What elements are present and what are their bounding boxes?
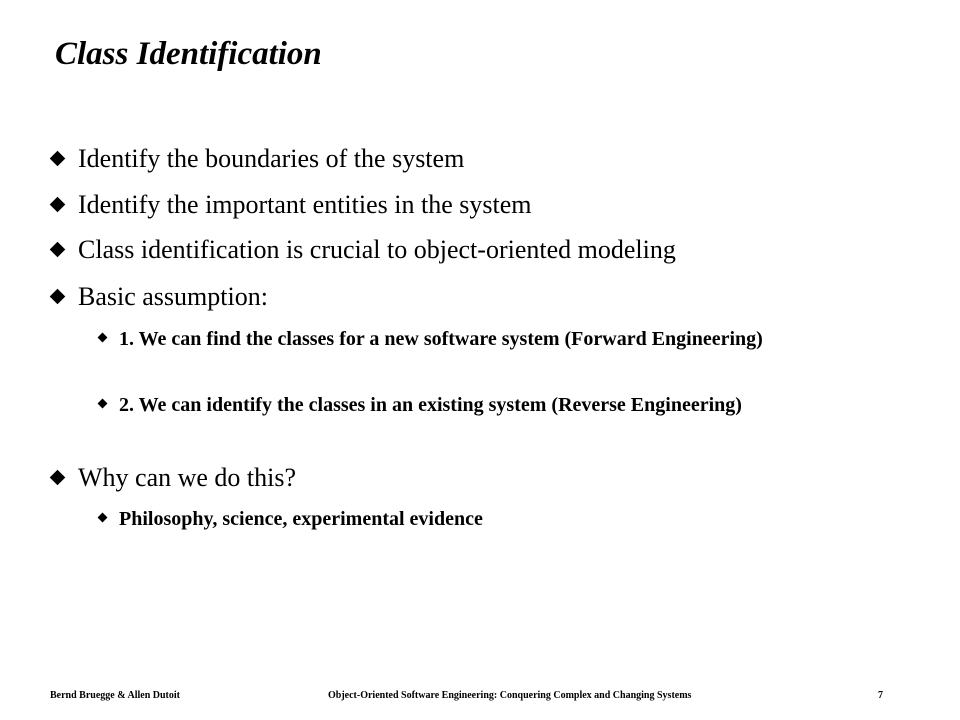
page-number: 7: [878, 690, 883, 701]
diamond-bullet-icon: [50, 289, 66, 305]
footer-book-title: Object-Oriented Software Engineering: Conquering Complex and Changing Systems: [328, 690, 692, 701]
slide-title: Class Identification: [55, 36, 322, 72]
bullet-text: Identify the important entities in the system: [78, 190, 532, 219]
sub-bullet-text: 2. We can identify the classes in an existing system (Reverse Engineering): [119, 394, 742, 416]
diamond-bullet-icon: [98, 333, 108, 343]
footer-authors: Bernd Bruegge & Allen Dutoit: [50, 690, 180, 701]
diamond-bullet-icon: [50, 151, 66, 167]
diamond-bullet-icon: [98, 513, 108, 523]
diamond-bullet-icon: [50, 242, 66, 258]
diamond-bullet-icon: [50, 470, 66, 486]
diamond-bullet-icon: [98, 399, 108, 409]
sub-bullet-text: Philosophy, science, experimental evidence: [119, 508, 483, 530]
bullet-text: Why can we do this?: [78, 463, 297, 492]
diamond-bullet-icon: [50, 197, 66, 213]
bullet-text: Class identification is crucial to object-oriented modeling: [78, 235, 676, 264]
sub-bullet-text: 1. We can find the classes for a new software system (Forward Engineering): [119, 328, 763, 350]
bullet-text: Basic assumption:: [78, 282, 268, 311]
bullet-text: Identify the boundaries of the system: [78, 144, 465, 173]
